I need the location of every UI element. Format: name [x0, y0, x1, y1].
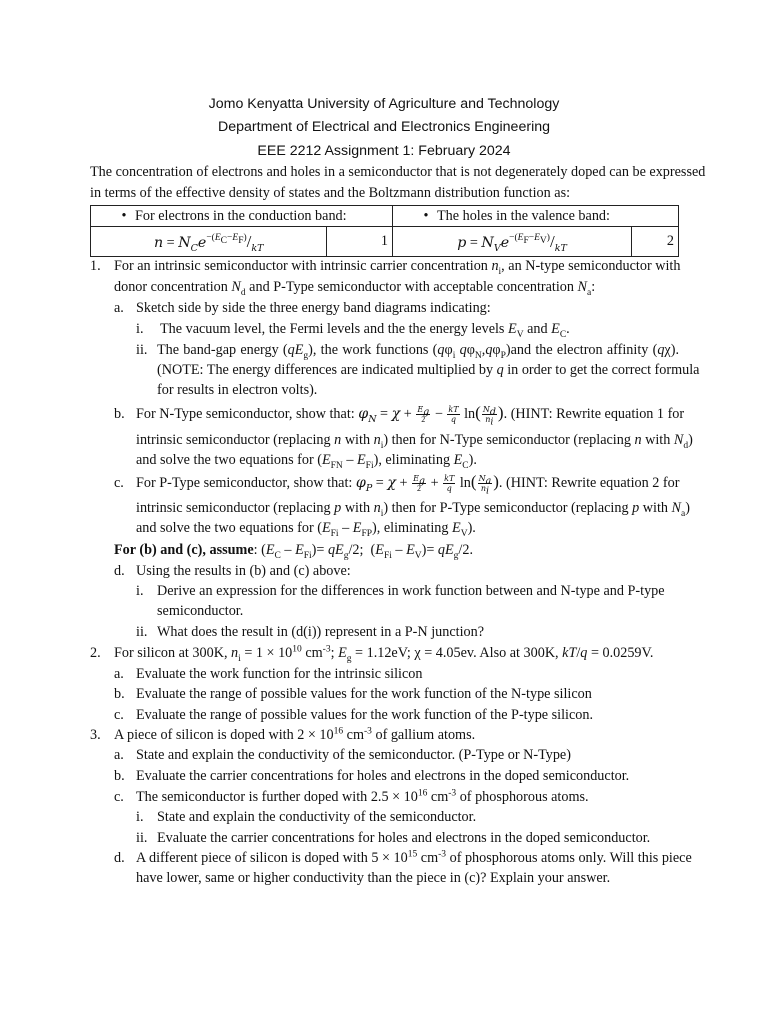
q3c-ii-text: Evaluate the carrier concentrations for holes and electrons in the doped semiconductor.	[157, 830, 651, 846]
q1a-ii-line-3: for results in electron volts).	[157, 382, 318, 398]
q1b-line-3: and solve the two equations for $(E_{FN} - E_{Fi})$, eliminating $E_C$).	[136, 452, 477, 471]
q1a-ii-label: ii.	[136, 342, 148, 358]
q1a-ii-line-2: (NOTE: The energy differences are indicated multiplied by q in order to get the correct formula	[157, 362, 700, 378]
q1b-line-2: intrinsic semiconductor (replacing n with $n_i$) then for N-Type semiconductor (replacing n with $N_d$)	[136, 432, 693, 451]
q2c-text: Evaluate the range of possible values for the work function of the P-type silicon.	[136, 707, 594, 723]
q2-text: For silicon at 300K, $n_i = 1 \times 10^{10}$ $cm^{-3}$; $E_g = 1.12eV$; χ = 4.05ev. Also at 300K, kT/q = 0.0259V.	[114, 644, 654, 664]
equation-1: $n = N_Ce^{-(E_C-E_F)}/_{kT}$	[91, 227, 327, 257]
electrons-header-cell: • For electrons in the conduction band:	[91, 206, 393, 227]
q1d-i-line-2: semiconductor.	[157, 603, 244, 619]
q1-line-2: donor concentration $N_d$ and P-Type semiconductor with acceptable concentration $N_a$:	[114, 279, 596, 298]
q2a-label: a.	[114, 666, 124, 682]
electrons-label: For electrons in the conduction band:	[135, 207, 347, 224]
q1b-label: b.	[114, 406, 125, 422]
q2a-text: Evaluate the work function for the intrinsic silicon	[136, 666, 423, 682]
q1-assumption: For (b) and (c), assume: $(E_C - E_{Fi})= qE_g/2$; $(E_{Fi} - E_V)= qE_g/2$.	[114, 542, 473, 561]
equation-table	[90, 205, 679, 257]
q1d-ii-label: ii.	[136, 624, 148, 640]
q1d-ii-text: What does the result in (d(i)) represent in a P-N junction?	[157, 624, 484, 640]
q1a-ii-line-1: The band-gap energy $(qE_g)$, the work functions ($q\varphi_i$ $q\varphi_N,q\varphi_P)and$ the electron affinity (qχ).	[157, 342, 679, 361]
q3a-text: State and explain the conductivity of the semiconductor. (P-Type or N-Type)	[136, 747, 571, 763]
q3d-label: d.	[114, 850, 125, 866]
q1d-text: Using the results in (b) and (c) above:	[136, 563, 351, 579]
q3c-label: c.	[114, 789, 124, 805]
q3c-i-label: i.	[136, 809, 144, 825]
q2-number: 2.	[90, 645, 101, 661]
q1d-i-label: i.	[136, 583, 144, 599]
q1-number: 1.	[90, 258, 101, 274]
q3a-label: a.	[114, 747, 124, 763]
q3-number: 3.	[90, 727, 101, 743]
q3c-i-text: State and explain the conductivity of the semiconductor.	[157, 809, 477, 825]
q3b-label: b.	[114, 768, 125, 784]
q1-line-1: For an intrinsic semiconductor with intrinsic carrier concentration $n_i$, an N-type semiconductor with	[114, 258, 681, 277]
q1c-label: c.	[114, 475, 124, 491]
q1a-i-text: The vacuum level, the Fermi levels and the the energy levels $E_V$ and $E_C$.	[160, 321, 570, 340]
equation-2: $p = N_Ve^{-(E_F-E_V)}/_{kT}$	[393, 227, 632, 257]
equation-1-number: 1	[327, 227, 393, 257]
equation-2-number: 2	[632, 227, 679, 257]
q3c-ii-label: ii.	[136, 830, 148, 846]
q2b-label: b.	[114, 686, 125, 702]
intro-line-2: in terms of the effective density of states and the Boltzmann distribution function as:	[90, 185, 571, 201]
q1c-line-2: intrinsic semiconductor (replacing p with $n_i$) then for P-Type semiconductor (replacing p with $N_a$)	[136, 500, 690, 519]
q1a-text: Sketch side by side the three energy band diagrams indicating:	[136, 300, 491, 316]
q1a-i-label: i.	[136, 321, 144, 337]
q2c-label: c.	[114, 707, 124, 723]
q1c-line-3: and solve the two equations for $(E_{Fi} - E_{FP})$, eliminating $E_V$).	[136, 520, 476, 539]
q1a-label: a.	[114, 300, 124, 316]
holes-label: The holes in the valence band:	[437, 207, 610, 224]
intro-line-1: The concentration of electrons and holes in a semiconductor that is not degenerately doped can be expressed	[90, 164, 706, 180]
university-title: Jomo Kenyatta University of Agriculture and Technology	[208, 96, 560, 112]
q2b-text: Evaluate the range of possible values for the work function of the N-type silicon	[136, 686, 592, 702]
department-title: Department of Electrical and Electronics Engineering	[218, 119, 550, 135]
assignment-title: EEE 2212 Assignment 1: February 2024	[257, 143, 511, 159]
q1b-line-1: For N-Type semiconductor, show that: $\varphi_N = \chi$ + $\frac{E_g}{2}$ − $\frac{kT}{q}$ ln( $\frac{N_d}{n_i}$ ). (HINT: Rewrite equation 1 for	[136, 403, 685, 428]
holes-header-cell: • The holes in the valence band:	[393, 206, 679, 227]
q3b-text: Evaluate the carrier concentrations for holes and electrons in the doped semiconductor.	[136, 768, 630, 784]
q3d-line-2: have lower, same or higher conductivity than the piece in (c)? Explain your answer.	[136, 870, 611, 886]
q3-text: A piece of silicon is doped with $2 \times 10^{16}$ $cm^{-3}$ of gallium atoms.	[114, 726, 476, 743]
q1d-i-line-1: Derive an expression for the differences in work function between and N-type and P-type	[157, 583, 665, 599]
q1c-line-1: For P-Type semiconductor, show that: $\varphi_P = \chi$ + $\frac{E_g}{2}$ + $\frac{kT}{q}$ ln( $\frac{N_a}{n_i}$ ). (HINT: Rewrite equation 2 for	[136, 472, 680, 497]
q3c-text: The semiconductor is further doped with $2.5 \times 10^{16}$ $cm^{-3}$ of phosphorous atoms.	[136, 788, 589, 805]
q3d-line-1: A different piece of silicon is doped with $5 \times 10^{15}$ $cm^{-3}$ of phosphorous atoms only. Will this piece	[136, 849, 692, 866]
q1d-label: d.	[114, 563, 125, 579]
